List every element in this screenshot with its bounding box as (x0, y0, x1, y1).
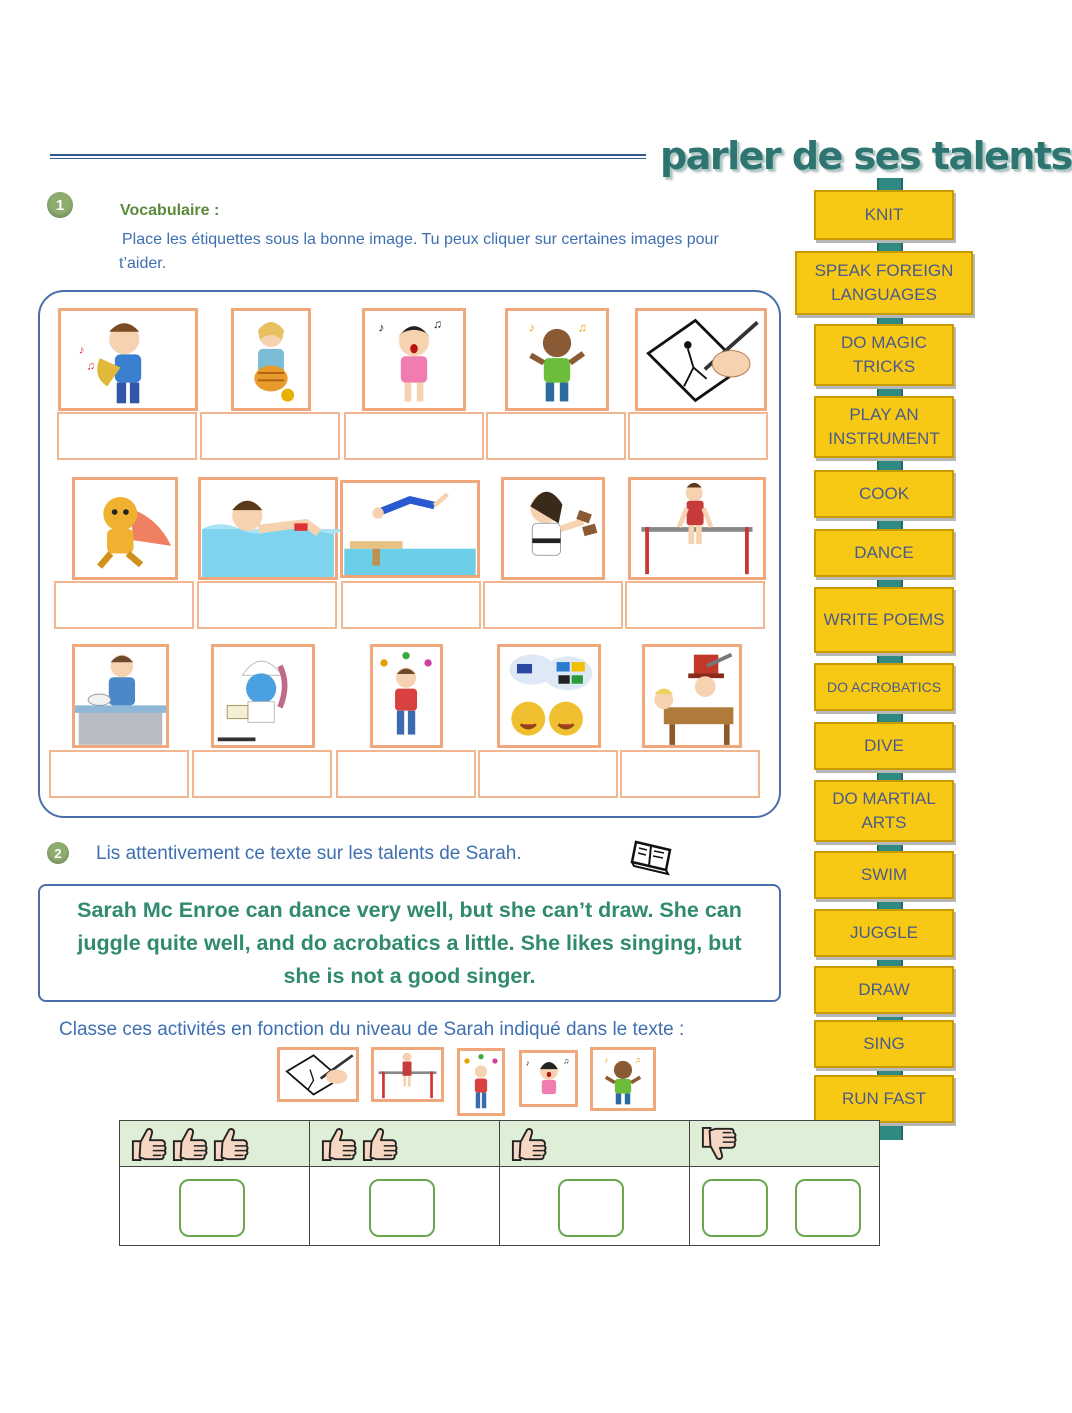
label-draw[interactable]: DRAW (814, 966, 954, 1014)
rating-column-very-well (120, 1121, 310, 1245)
thumbs-down-icon (700, 1126, 738, 1162)
answer-box[interactable] (49, 750, 189, 798)
svg-text:♫: ♫ (563, 1056, 570, 1066)
answer-box[interactable] (625, 581, 765, 629)
answer-box[interactable] (336, 750, 476, 798)
svg-text:♪: ♪ (528, 320, 535, 335)
svg-text:♪: ♪ (378, 320, 385, 335)
book-icon (630, 838, 676, 874)
label-run-fast[interactable]: RUN FAST (814, 1075, 954, 1123)
mini-picture-acrobatics[interactable] (371, 1047, 444, 1102)
label-juggle[interactable]: JUGGLE (814, 909, 954, 957)
rating-header (690, 1121, 879, 1167)
svg-text:♫: ♫ (432, 316, 443, 331)
label-write-poems[interactable]: WRITE POEMS (814, 587, 954, 653)
thumbs-up-icon (212, 1126, 250, 1162)
mini-picture-draw[interactable] (277, 1047, 359, 1102)
rating-table (119, 1120, 880, 1246)
answer-box[interactable] (54, 581, 194, 629)
rating-column-well (310, 1121, 500, 1245)
answer-box[interactable] (344, 412, 484, 460)
rating-column-a-little (500, 1121, 690, 1245)
label-cook[interactable]: COOK (814, 470, 954, 518)
label-dive[interactable]: DIVE (814, 722, 954, 770)
answer-box[interactable] (197, 581, 337, 629)
picture-gymnast-bars[interactable] (628, 477, 766, 580)
label-dance[interactable]: DANCE (814, 529, 954, 577)
step-number-1: 1 (47, 192, 73, 218)
rating-drop-slot[interactable] (558, 1179, 624, 1237)
answer-box[interactable] (628, 412, 768, 460)
rating-drop-slot[interactable] (369, 1179, 435, 1237)
picture-saxophone-boy[interactable] (58, 308, 198, 411)
picture-drawing-hand[interactable] (635, 308, 767, 411)
svg-text:♪: ♪ (79, 344, 85, 357)
rating-drop-slot[interactable] (179, 1179, 245, 1237)
label-do-magic-tricks[interactable]: DO MAGIC TRICKS (814, 324, 954, 386)
mini-picture-dance[interactable] (590, 1047, 656, 1111)
step-number-2: 2 (47, 842, 69, 864)
svg-text:♫: ♫ (577, 320, 587, 335)
thumbs-up-icon (510, 1126, 548, 1162)
picture-cooking-man[interactable] (72, 644, 169, 748)
thumbs-up-icon (130, 1126, 168, 1162)
svg-text:♪: ♪ (603, 1055, 609, 1065)
rating-header (120, 1121, 309, 1167)
reading-instruction: Lis attentivement ce texte sur les talents de Sarah. (96, 843, 522, 864)
picture-singing-girl[interactable] (362, 308, 466, 411)
mini-picture-sing[interactable] (519, 1050, 578, 1107)
classify-instruction: Classe ces activités en fonction du niveau de Sarah indiqué dans le texte : (59, 1019, 685, 1040)
label-do-martial-arts[interactable]: DO MARTIAL ARTS (814, 780, 954, 842)
answer-box[interactable] (341, 581, 481, 629)
picture-magician[interactable] (642, 644, 742, 748)
sarah-text: Sarah Mc Enroe can dance very well, but she can’t draw. She can juggle quite well, and do acrobatics a little. She likes singing, but she is not a good singer. (38, 884, 781, 1002)
answer-box[interactable] (620, 750, 760, 798)
rating-header (310, 1121, 499, 1167)
picture-running-character[interactable] (72, 477, 178, 580)
thumbs-up-icon (171, 1126, 209, 1162)
rating-drop-slot[interactable] (702, 1179, 768, 1237)
label-swim[interactable]: SWIM (814, 851, 954, 899)
page-title: parler de ses talents (660, 134, 1072, 178)
picture-speaking-languages[interactable] (497, 644, 601, 748)
label-do-acrobatics[interactable]: DO ACROBATICS (814, 663, 954, 711)
picture-diving-person[interactable] (340, 480, 480, 578)
rating-drop-slot[interactable] (795, 1179, 861, 1237)
svg-text:♪: ♪ (525, 1058, 530, 1068)
answer-box[interactable] (200, 412, 340, 460)
picture-dancing-boy[interactable] (505, 308, 609, 411)
label-knit[interactable]: KNIT (814, 190, 954, 240)
header-rule (50, 154, 646, 159)
svg-text:♫: ♫ (86, 360, 96, 373)
rating-header (500, 1121, 689, 1167)
picture-smurf-poet[interactable] (211, 644, 315, 748)
thumbs-up-icon (320, 1126, 358, 1162)
answer-box[interactable] (486, 412, 626, 460)
answer-box[interactable] (192, 750, 332, 798)
answer-box[interactable] (483, 581, 623, 629)
label-play-an-instrument[interactable]: PLAY AN INSTRUMENT (814, 396, 954, 458)
answer-box[interactable] (57, 412, 197, 460)
thumbs-up-icon (361, 1126, 399, 1162)
answer-box[interactable] (478, 750, 618, 798)
label-sing[interactable]: SING (814, 1020, 954, 1068)
label-speak-foreign-languages[interactable]: SPEAK FOREIGN LANGUAGES (795, 251, 973, 315)
picture-knitting-woman[interactable] (231, 308, 311, 411)
vocabulary-title: Vocabulaire : (120, 202, 220, 219)
picture-juggling-boy[interactable] (370, 644, 443, 748)
mini-picture-juggle[interactable] (457, 1048, 505, 1116)
rating-column-not-good (690, 1121, 879, 1245)
vocabulary-instruction: Place les étiquettes sous la bonne image. Tu peux cliquer sur certaines images pour t’aider. (119, 231, 719, 272)
picture-swimming-boy[interactable] (198, 477, 338, 580)
svg-text:♫: ♫ (634, 1055, 641, 1065)
picture-karate-girl[interactable] (501, 477, 605, 580)
